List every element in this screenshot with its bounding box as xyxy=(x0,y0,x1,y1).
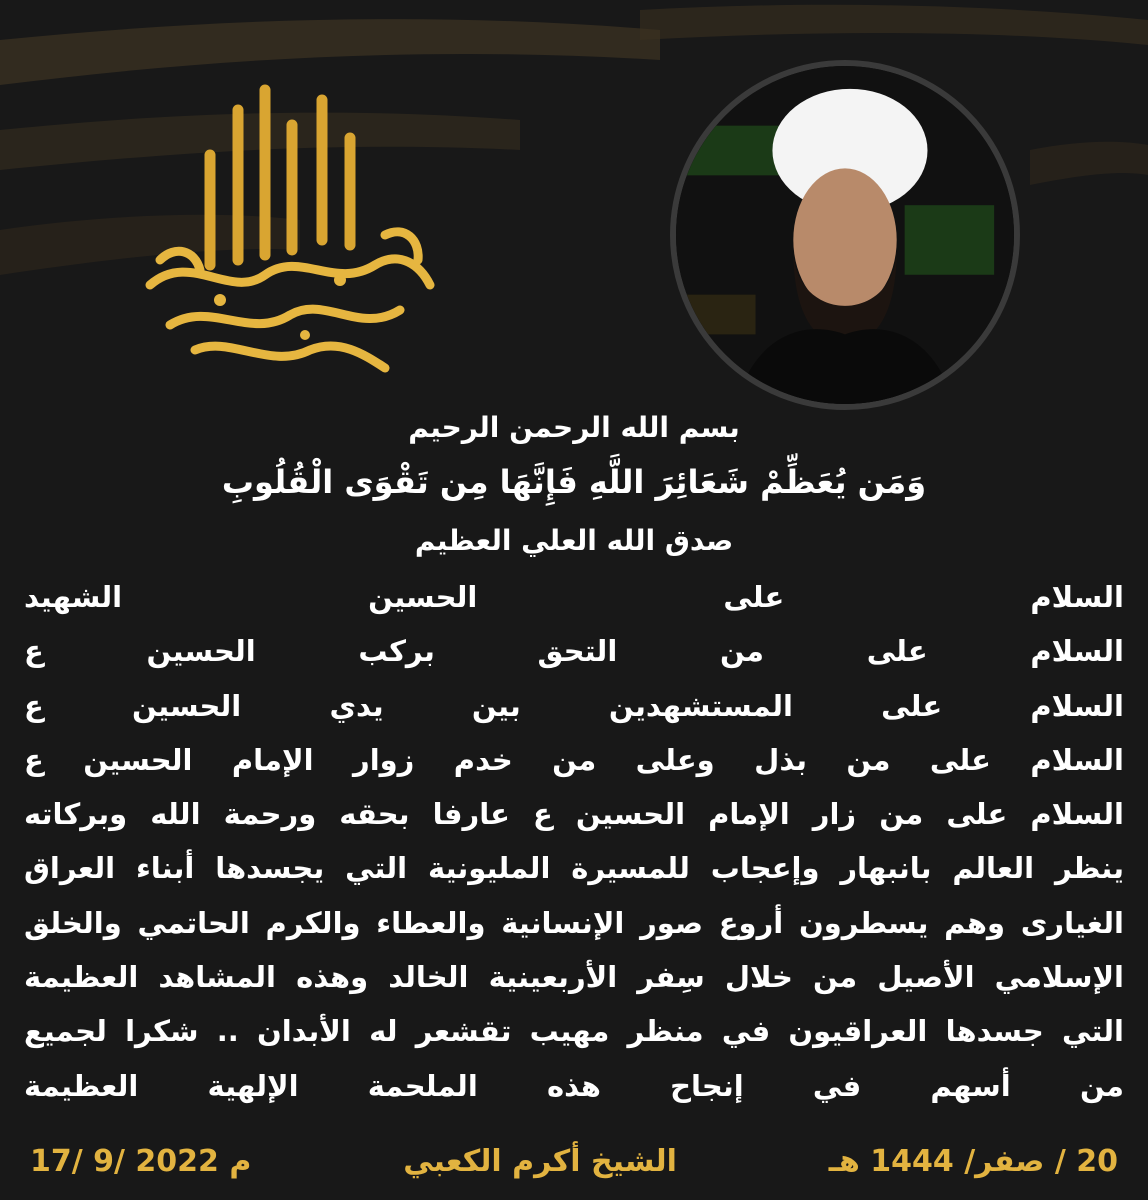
message-line: السلام على من زار الإمام الحسين ع عارفا بحقه ورحمة الله وبركاته xyxy=(24,797,1124,832)
message-line: ينظر العالم بانبهار وإعجاب للمسيرة المليونية التي يجسدها أبناء العراق xyxy=(24,851,1124,886)
message-line: السلام على من التحق بركب الحسين ع xyxy=(24,634,1124,669)
author-name: الشيخ أكرم الكعبي xyxy=(403,1143,677,1179)
message-line: السلام على الحسين الشهيد xyxy=(24,580,1124,614)
message-content xyxy=(20,408,1128,1113)
date-hijri: 20 / صفر/ 1444 هـ xyxy=(828,1143,1118,1179)
calligraphy-logo xyxy=(100,50,460,390)
message-line: الإسلامي الأصيل من خلال سِفر الأربعينية الخالد وهذه المشاهد العظيمة xyxy=(24,960,1124,995)
message-line: الغيارى وهم يسطرون أروع صور الإنسانية والعطاء والكرم الحاتمي والخلق xyxy=(24,905,1124,940)
message-line: السلام على المستشهدين بين يدي الحسين ع xyxy=(24,688,1124,723)
portrait xyxy=(670,60,1020,410)
message-line: السلام على من بذل وعلى من خدم زوار الإمام الحسين ع xyxy=(24,742,1124,777)
portrait-image xyxy=(676,66,1014,404)
quran-verse: وَمَن يُعَظِّمْ شَعَائِرَ اللَّهِ فَإِنَّهَا مِن تَقْوَى الْقُلُوبِ xyxy=(221,463,927,501)
message-line: من أسهم في إنجاح هذه الملحمة الإلهية العظيمة xyxy=(24,1068,1124,1103)
message-body xyxy=(20,570,1128,1113)
footer xyxy=(30,1135,1118,1187)
sadaq-line: صدق الله العلي العظيم xyxy=(414,524,734,557)
message-line: التي جسدها العراقيون في منظر مهيب تقشعر له الأبدان .. شكرا لجميع xyxy=(24,1014,1124,1049)
basmala: بسم الله الرحمن الرحيم xyxy=(408,411,740,444)
date-gregorian: 17/ 9/ 2022 م xyxy=(30,1143,252,1179)
